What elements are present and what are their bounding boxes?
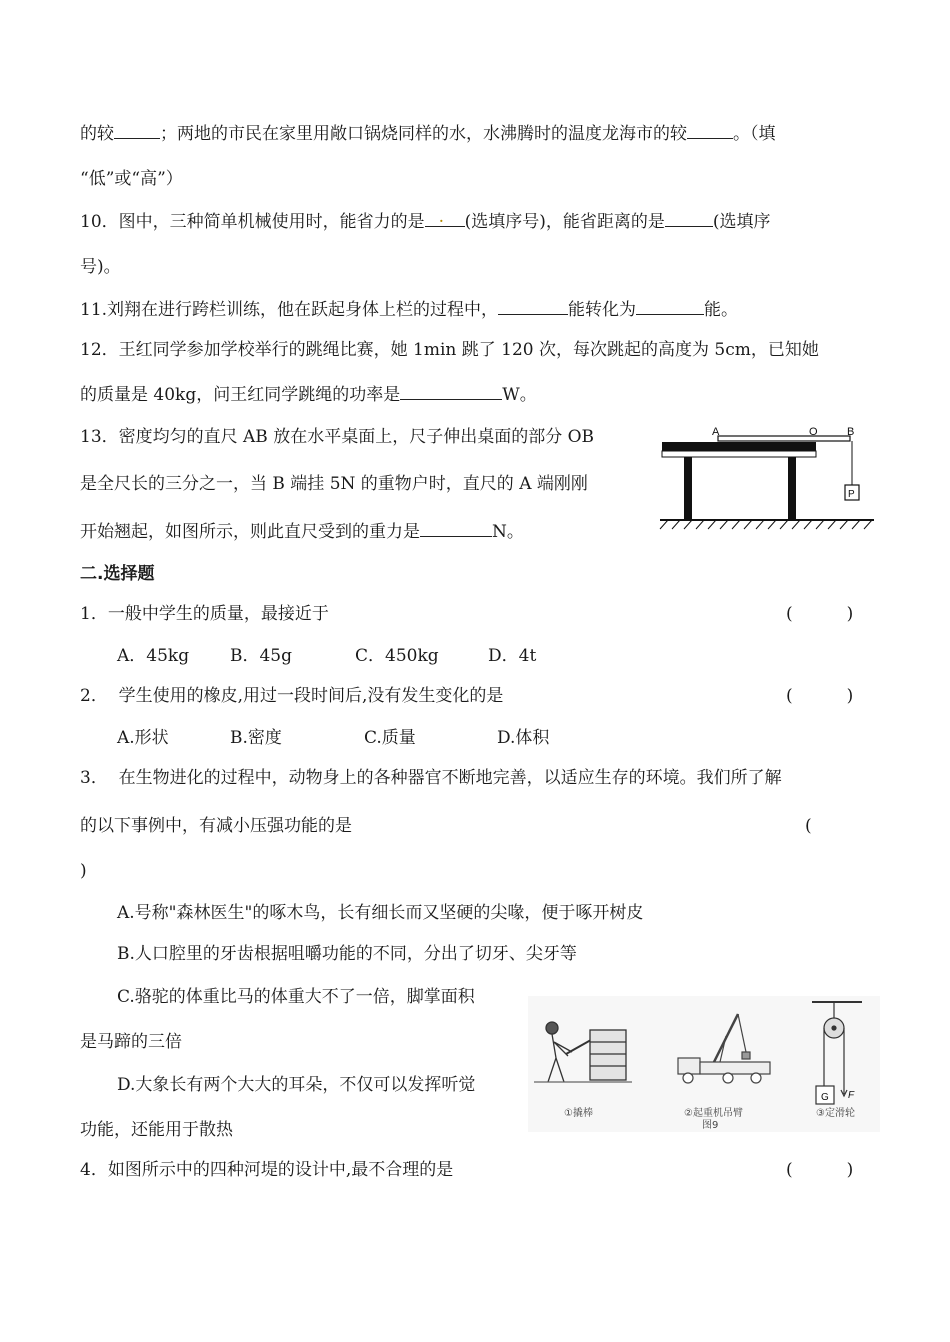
ruler <box>718 436 850 441</box>
choice-q2-option-b: B.密度 <box>230 728 282 748</box>
q11-blank-1[interactable] <box>498 298 568 315</box>
label-a: A <box>712 426 720 438</box>
ruler-on-table-figure <box>656 425 878 537</box>
q12-text-2: W。 <box>502 385 537 405</box>
q10-blank-2[interactable] <box>665 210 713 227</box>
choice-q3-option-c-line-1: C.骆驼的体重比马的体重大不了一倍，脚掌面积 <box>117 987 475 1007</box>
choice-q1-option-a: A．45kg <box>117 646 190 666</box>
q9-text-1: 的较 <box>80 124 114 144</box>
crate <box>590 1030 626 1080</box>
crane-load <box>742 1052 750 1059</box>
table-top <box>662 442 816 451</box>
wheel-3 <box>751 1073 761 1083</box>
choice-q1-stem: 1．一般中学生的质量，最接近于 <box>80 604 329 624</box>
choice-q3-option-d-line-1: D.大象长有两个大大的耳朵，不仅可以发挥听觉 <box>117 1075 476 1095</box>
choice-q2-answer-paren[interactable]: ( ) <box>786 686 854 706</box>
q13-line-3 <box>80 520 524 543</box>
q11-line <box>80 298 738 321</box>
q12-text-1: 的质量是 40kg，问王红同学跳绳的功率是 <box>80 385 401 405</box>
q12-line-2 <box>80 383 537 406</box>
choice-q4-answer-paren[interactable]: ( ) <box>786 1160 854 1180</box>
choice-q1-option-c: C．450kg <box>355 646 439 666</box>
choice-q2-option-a: A.形状 <box>117 728 169 748</box>
choice-q3-open-paren[interactable]: ( <box>805 816 812 836</box>
truck-bed <box>700 1062 770 1074</box>
q13-blank[interactable] <box>420 520 492 537</box>
choice-q3-option-b: B.人口腔里的牙齿根据咀嚼功能的不同，分出了切牙、尖牙等 <box>117 944 577 964</box>
choice-q1-answer-paren[interactable]: ( ) <box>786 604 854 624</box>
q9-text-3: 。（填 <box>733 124 776 144</box>
label-o: O <box>809 426 818 438</box>
q9-text-2: ；两地的市民在家里用敞口锅烧同样的水，水沸腾时的温度龙海市的较 <box>160 124 687 144</box>
choice-q3-option-c-line-2: 是马蹄的三倍 <box>80 1032 182 1052</box>
q10-blank-1[interactable] <box>425 207 465 227</box>
q9-option-hint: “低”或“高”） <box>80 169 183 189</box>
q11-text-1: 11.刘翔在进行跨栏训练，他在跃起身体上栏的过程中， <box>80 300 499 320</box>
ground-hatching <box>660 520 872 529</box>
wheel-2 <box>723 1073 733 1083</box>
q11-text-2: 能转化为 <box>568 300 637 320</box>
q10-text-1: 10．图中，三种简单机械使用时，能省力的是 <box>80 212 425 232</box>
choice-q3-option-d-line-2: 功能，还能用于散热 <box>80 1120 233 1140</box>
caption-crane: ②起重机吊臂 <box>684 1108 743 1119</box>
worker-head <box>546 1022 558 1034</box>
choice-q3-line-2: 的以下事例中，有减小压强功能的是 <box>80 816 352 836</box>
table-leg-left <box>684 457 692 519</box>
q11-text-3: 能。 <box>704 300 739 320</box>
q9-blank-1[interactable] <box>114 122 160 139</box>
choice-q1-option-b: B．45g <box>230 646 293 666</box>
choice-q3-close-paren[interactable]: ) <box>80 861 87 881</box>
pulley-axle <box>832 1026 836 1030</box>
caption-figure-number: 图9 <box>702 1120 719 1131</box>
wheel-1 <box>683 1073 693 1083</box>
q12-blank[interactable] <box>400 383 502 400</box>
label-b: B <box>847 426 855 438</box>
choice-q2-stem: 2． 学生使用的橡皮,用过一段时间后,没有发生变化的是 <box>80 686 504 706</box>
simple-machines-figure <box>528 996 880 1132</box>
q10-line-2: 号)。 <box>80 257 121 277</box>
choice-q3-line-1: 3． 在生物进化的过程中，动物身上的各种器官不断地完善，以适应生存的环境。我们所了解 <box>80 768 782 788</box>
table-leg-right <box>788 457 796 519</box>
truck-cab <box>678 1058 700 1074</box>
label-p: P <box>848 489 855 500</box>
section-title-choice: 二.选择题 <box>80 564 155 584</box>
label-f: F <box>848 1090 855 1101</box>
label-g: G <box>821 1092 829 1103</box>
q10-line <box>80 207 771 233</box>
q10-text-2: (选填序号)，能省距离的是 <box>464 212 665 232</box>
choice-q4-stem: 4．如图所示中的四种河堤的设计中,最不合理的是 <box>80 1160 454 1180</box>
choice-q1-option-d: D．4t <box>488 646 537 666</box>
choice-q2-option-d: D.体积 <box>497 728 550 748</box>
q13-line-1: 13．密度均匀的直尺 AB 放在水平桌面上，尺子伸出桌面的部分 OB <box>80 427 595 447</box>
q13-text-2: N。 <box>492 522 524 542</box>
q12-line-1: 12．王红同学参加学校举行的跳绳比赛，她 1min 跳了 120 次，每次跳起的高度为 5cm，已知她 <box>80 340 819 360</box>
q9-continuation-line <box>80 122 776 145</box>
choice-q3-option-a: A.号称"森林医生"的啄木鸟，长有细长而又坚硬的尖喙，便于啄开树皮 <box>117 903 644 923</box>
caption-crowbar: ①撬棒 <box>564 1108 593 1119</box>
choice-q2-option-c: C.质量 <box>364 728 416 748</box>
q9-blank-2[interactable] <box>687 122 733 139</box>
q10-blank-dot: . <box>438 207 445 227</box>
q11-blank-2[interactable] <box>636 298 704 315</box>
q13-line-2: 是全尺长的三分之一，当 B 端挂 5N 的重物户时，直尺的 A 端刚刚 <box>80 474 588 494</box>
q13-text-1: 开始翘起，如图所示，则此直尺受到的重力是 <box>80 522 420 542</box>
q10-text-3: (选填序 <box>712 212 771 232</box>
caption-pulley: ③定滑轮 <box>816 1108 855 1119</box>
table-apron <box>662 451 816 457</box>
